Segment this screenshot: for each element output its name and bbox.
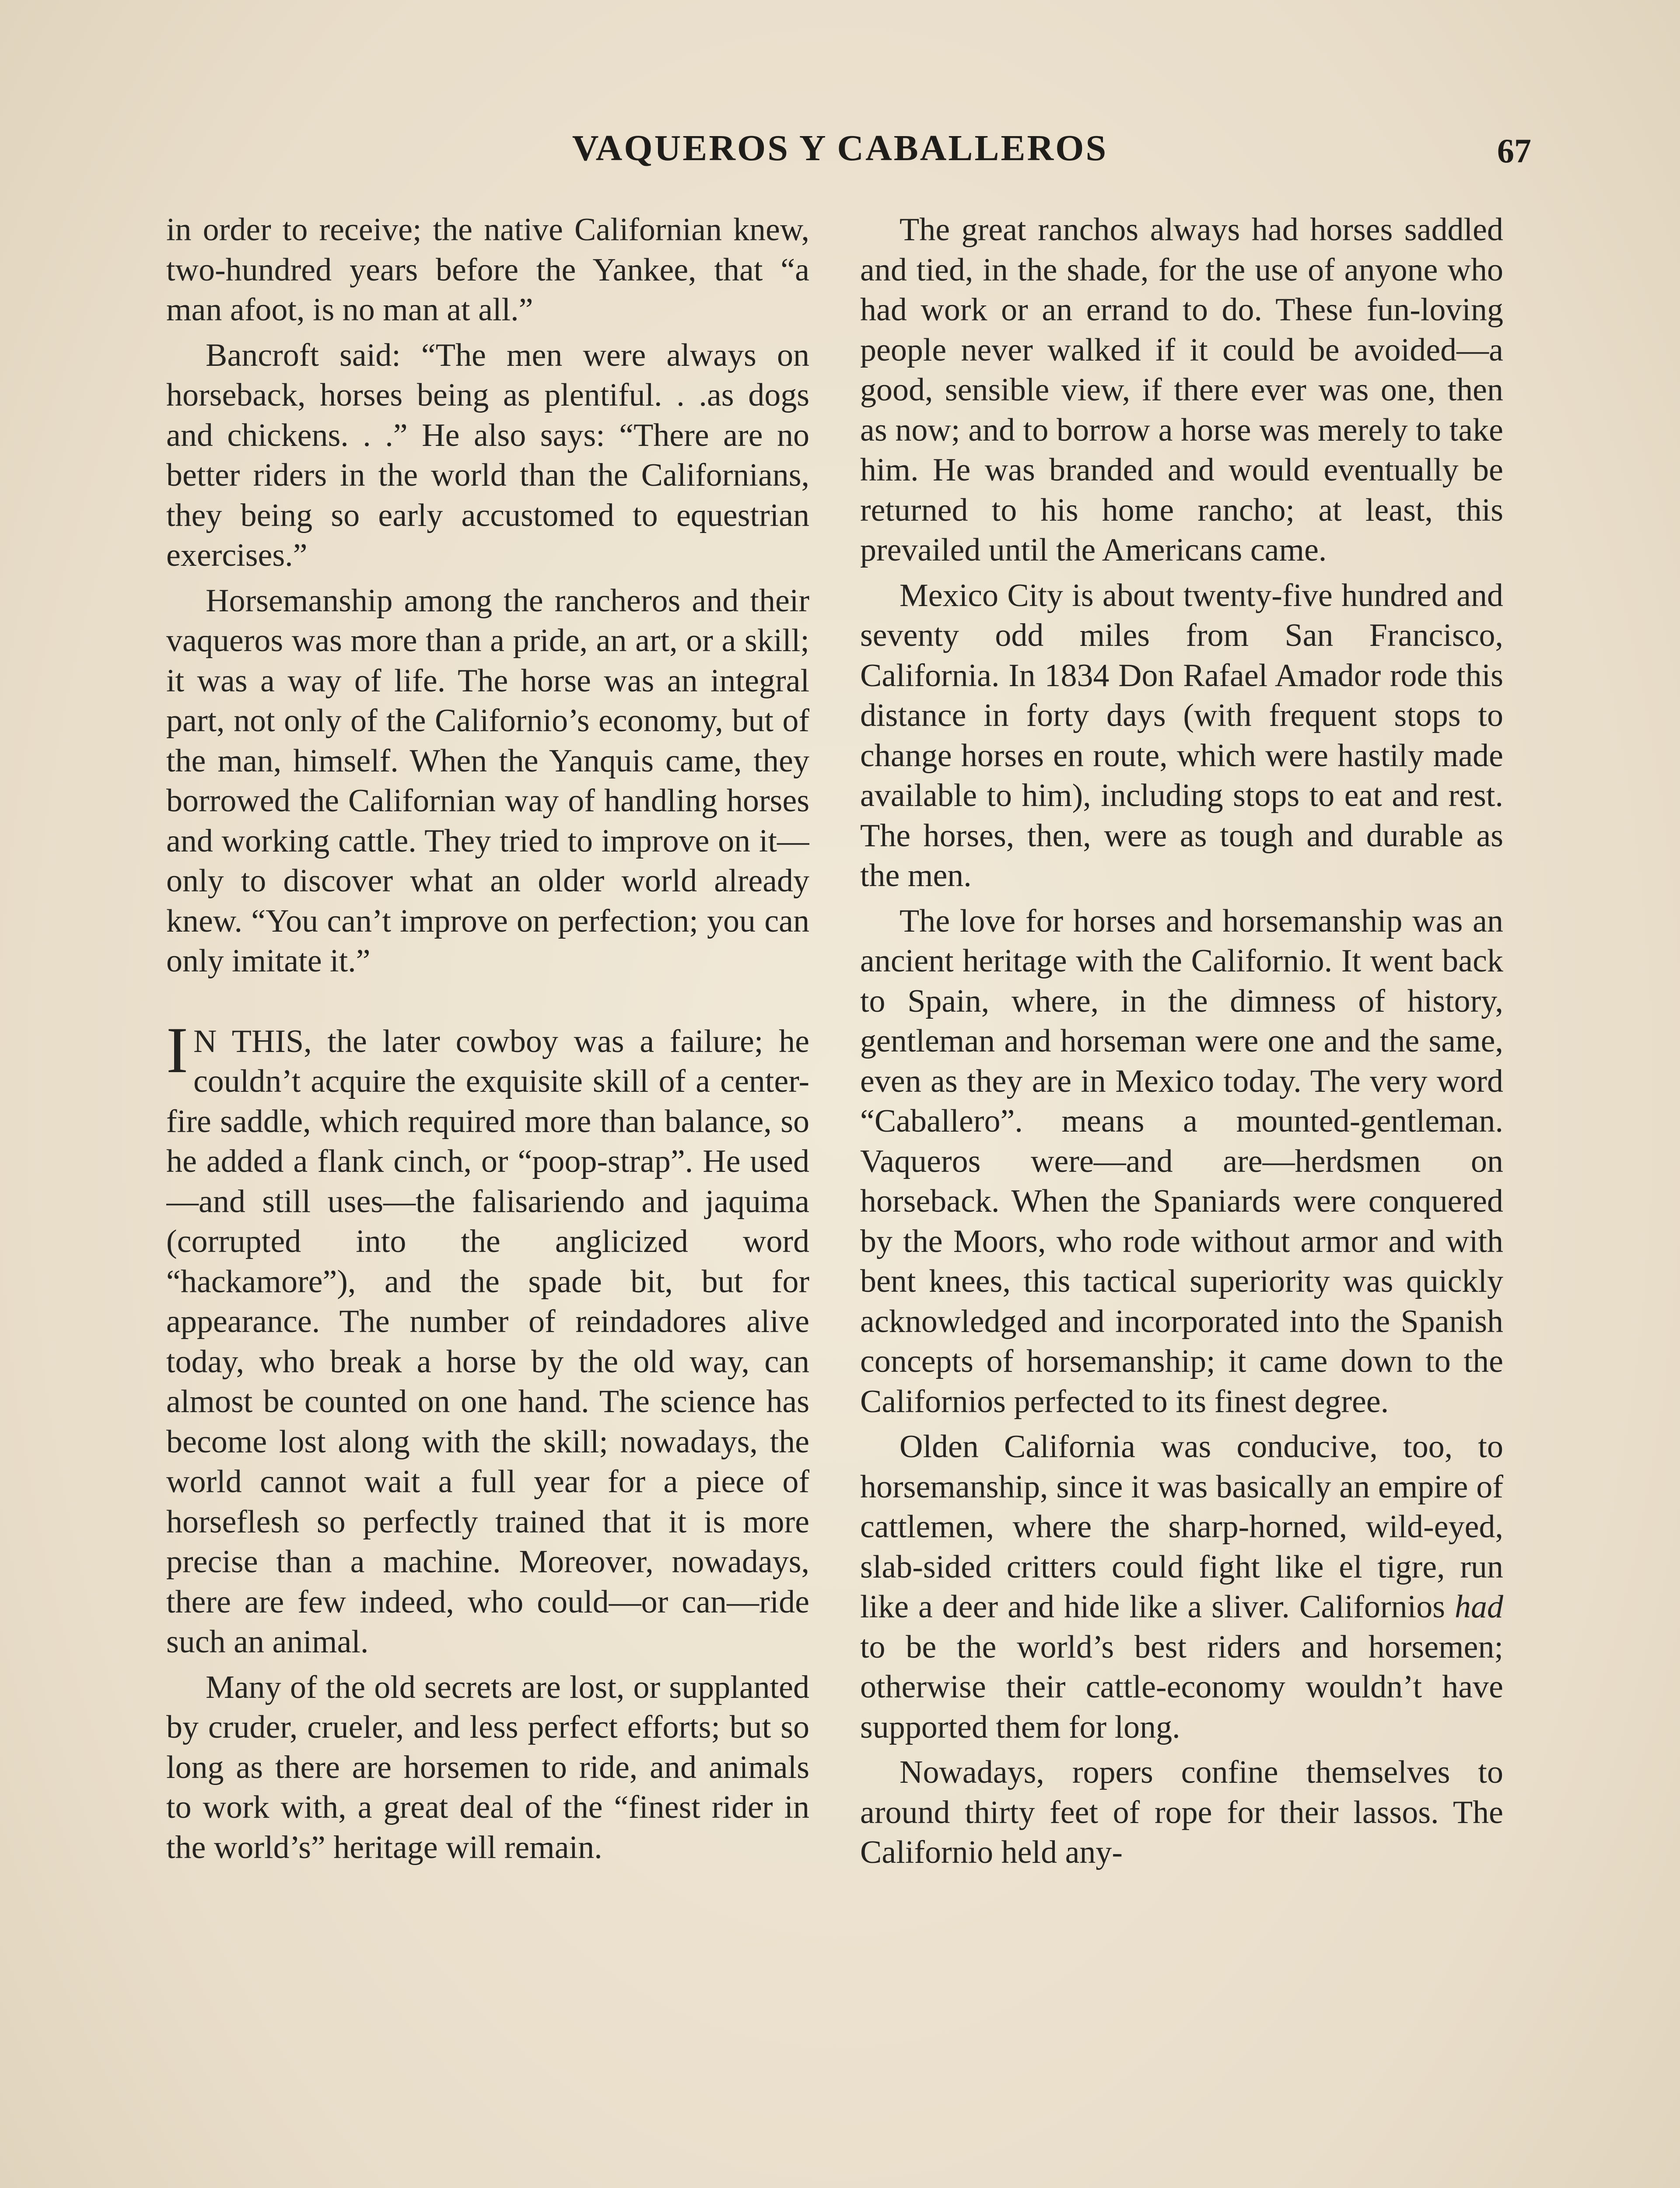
right-column xyxy=(860,210,1503,2188)
left-paragraph-2: Bancroft said: “The men were always on horseback, horses being as plentiful. . .as dogs and chickens. . .” He also says: “There are no better riders in the world than the Californians, they being so early accustomed to equestrian exercises.” xyxy=(166,337,809,573)
right-paragraph-4-text-b: to be the world’s best riders and horsemen; otherwise their cattle-economy wouldn’t have supported them for long. xyxy=(860,1629,1503,1745)
right-paragraph-1: The great ranchos always had horses saddled and tied, in the shade, for the use of anyone who had work or an errand to do. These fun-loving people never walked if it could be avoided—a good, sensible view, if there ever was one, then as now; and to borrow a horse was merely to take him. He was branded and would eventually be returned to his home rancho; at least, this prevailed until the Americans came. xyxy=(860,212,1503,568)
page-number: 67 xyxy=(1497,132,1531,170)
left-paragraph-4 xyxy=(166,1013,809,1662)
drop-cap: I xyxy=(166,1013,188,1087)
right-paragraph-5: Nowadays, ropers confine themselves to around thirty feet of rope for their lassos. The Californio held any- xyxy=(860,1754,1503,1870)
left-column xyxy=(166,210,809,2188)
left-paragraph-5: Many of the old secrets are lost, or supplanted by cruder, crueler, and less perfect efforts; but so long as there are horsemen to ride, and animals to work with, a great deal of the “finest rider in the world’s” heritage will remain. xyxy=(166,1669,809,1865)
emphasis-had: had xyxy=(1455,1589,1503,1625)
right-paragraph-2: Mexico City is about twenty-five hundred and seventy odd miles from San Francisco, California. In 1834 Don Rafael Amador rode this distance in forty days (with frequent stops to change horses en route, which were hastily made available to him), including stops to eat and rest. The horses, then, were as tough and durable as the men. xyxy=(860,577,1503,894)
right-paragraph-4 xyxy=(860,1427,1503,1747)
left-paragraph-4-text: N THIS, the later cowboy was a failure; he couldn’t acquire the exquisite skill of a center-fire saddle, which required more than balance, so he added a flank cinch, or “poop-strap”. He used—and still uses—the falisariendo and jaquima (corrupted into the anglicized word “hackamore”), and the spade bit, but for appearance. The number of reindadores alive today, who break a horse by the old way, can almost be counted on one hand. The science has become lost along with the skill; nowadays, the world cannot wait a full year for a piece of horseflesh so perfectly trained that it is more precise than a machine. Moreover, nowadays, there are few indeed, who could—or can—ride such an animal. xyxy=(166,1023,809,1660)
right-paragraph-4-text-a: Olden California was conducive, too, to horsemanship, since it was basically an empire of cattlemen, where the sharp-horned, wild-eyed, slab-sided critters could fight like el tigre, run like a deer and hide like a sliver. Californios xyxy=(860,1429,1503,1625)
right-paragraph-3: The love for horses and horsemanship was an ancient heritage with the Californio. It went back to Spain, where, in the dimness of history, gentleman and horseman were one and the same, even as they are in Mexico today. The very word “Caballero”. means a mounted-gentleman. Vaqueros were—and are—herdsmen on horseback. When the Spaniards were conquered by the Moors, who rode without armor and with bent knees, this tactical superiority was quickly acknowledged and incorporated into the Spanish concepts of horsemanship; it came down to the Californios perfected to its finest degree. xyxy=(860,903,1503,1420)
running-header-title: VAQUEROS Y CABALLEROS xyxy=(572,128,1108,168)
left-paragraph-1: in order to receive; the native Californian knew, two-hundred years before the Yankee, that “a man afoot, is no man at all.” xyxy=(166,212,809,328)
left-paragraph-3: Horsemanship among the rancheros and their vaqueros was more than a pride, an art, or a skill; it was a way of life. The horse was an integral part, not only of the Californio’s economy, but of the man, himself. When the Yanquis came, they borrowed the Californian way of handling horses and working cattle. They tried to improve on it—only to discover what an older world already knew. “You can’t improve on perfection; you can only imitate it.” xyxy=(166,582,809,979)
